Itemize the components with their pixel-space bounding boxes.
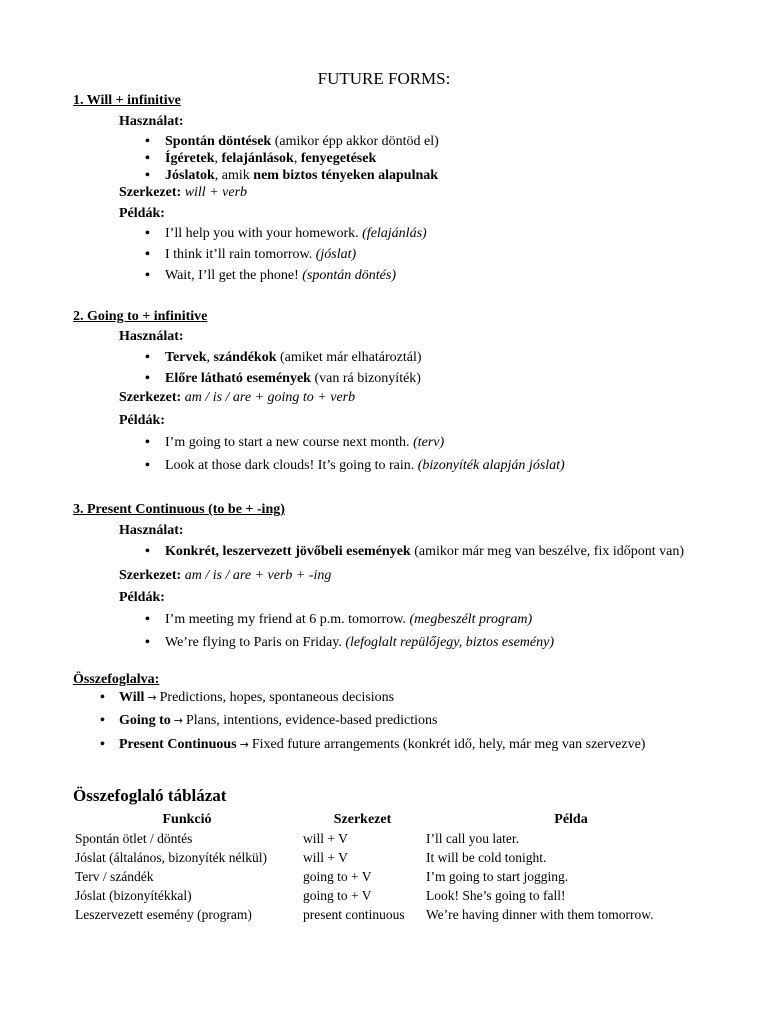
arrow-right-icon: → bbox=[147, 691, 157, 704]
section-2-usage-label: Használat: bbox=[119, 329, 184, 344]
section-1-structure: Szerkezet: will + verb bbox=[119, 185, 248, 200]
list-item: • Ígéretek, felajánlások, fenyegetések bbox=[146, 151, 376, 167]
table-cell: I’ll call you later. bbox=[426, 830, 519, 846]
table-cell: Leszervezett esemény (program) bbox=[75, 906, 252, 922]
table-cell: going to + V bbox=[303, 887, 372, 903]
list-item: • I’ll help you with your homework. (felajánlás) bbox=[146, 226, 427, 242]
table-title: Összefoglaló táblázat bbox=[73, 786, 227, 805]
list-item: • Tervek, szándékok (amiket már elhatároztál) bbox=[146, 350, 422, 366]
table-header-cell: Szerkezet bbox=[333, 811, 392, 827]
table-cell: Spontán ötlet / döntés bbox=[75, 830, 193, 846]
list-item: • I’m going to start a new course next month. (terv) bbox=[146, 435, 444, 451]
table-cell: going to + V bbox=[303, 868, 372, 884]
section-2-structure: Szerkezet: am / is / are + going to + verb bbox=[119, 390, 356, 405]
table-row bbox=[73, 829, 718, 848]
arrow-right-icon: → bbox=[173, 714, 183, 727]
table-cell: will + V bbox=[303, 830, 348, 846]
section-2-heading: 2. Going to + infinitive bbox=[73, 309, 208, 324]
table-header-cell: Funkció bbox=[162, 811, 212, 827]
table-header-row bbox=[73, 810, 718, 829]
list-item: • Jóslatok, amik nem biztos tényeken alapulnak bbox=[146, 168, 438, 184]
section-3-structure: Szerkezet: am / is / are + verb + -ing bbox=[119, 568, 332, 583]
table-header-cell: Példa bbox=[554, 811, 588, 827]
table-cell: will + V bbox=[303, 849, 348, 865]
list-item: • Present Continuous → Fixed future arrangements (konkrét idő, hely, már meg van szervezve) bbox=[100, 737, 645, 753]
table-cell: I’m going to start jogging. bbox=[426, 868, 569, 884]
table-cell: Jóslat (általános, bizonyíték nélkül) bbox=[75, 849, 267, 865]
section-3-usage-label: Használat: bbox=[119, 523, 184, 538]
table-row bbox=[73, 867, 718, 886]
list-item: • Előre látható események (van rá bizonyíték) bbox=[146, 371, 421, 387]
summary-table bbox=[73, 810, 718, 924]
list-item: • We’re flying to Paris on Friday. (lefoglalt repülőjegy, biztos esemény) bbox=[146, 635, 554, 651]
section-1-heading: 1. Will + infinitive bbox=[73, 93, 181, 108]
section-1-examples-label: Példák: bbox=[119, 206, 165, 221]
list-item: • Konkrét, leszervezett jövőbeli események (amikor már meg van beszélve, fix időpont van) bbox=[146, 544, 684, 560]
table-cell: Jóslat (bizonyítékkal) bbox=[75, 887, 192, 903]
section-1-usage-label: Használat: bbox=[119, 114, 184, 129]
page-title: FUTURE FORMS: bbox=[317, 69, 451, 88]
section-3-heading: 3. Present Continuous (to be + -ing) bbox=[73, 502, 285, 517]
section-2-examples-label: Példák: bbox=[119, 413, 165, 428]
list-item: • Will → Predictions, hopes, spontaneous decisions bbox=[100, 690, 394, 706]
table-cell: We’re having dinner with them tomorrow. bbox=[426, 906, 654, 922]
table-cell: present continuous bbox=[303, 906, 405, 922]
list-item: • Spontán döntések (amikor épp akkor döntöd el) bbox=[146, 134, 439, 150]
list-item: • Wait, I’ll get the phone! (spontán döntés) bbox=[146, 268, 396, 284]
table-cell: It will be cold tonight. bbox=[426, 849, 547, 865]
list-item: • I’m meeting my friend at 6 p.m. tomorrow. (megbeszélt program) bbox=[146, 612, 532, 628]
list-item: • I think it’ll rain tomorrow. (jóslat) bbox=[146, 247, 356, 263]
table-row bbox=[73, 848, 718, 867]
section-3-examples-label: Példák: bbox=[119, 590, 165, 605]
list-item: • Going to → Plans, intentions, evidence-based predictions bbox=[100, 713, 438, 729]
table-cell: Look! She’s going to fall! bbox=[426, 887, 566, 903]
summary-heading: Összefoglalva: bbox=[73, 672, 160, 687]
list-item: • Look at those dark clouds! It’s going to rain. (bizonyíték alapján jóslat) bbox=[146, 458, 565, 474]
table-cell: Terv / szándék bbox=[75, 868, 154, 884]
table-row bbox=[73, 905, 718, 924]
table-row bbox=[73, 886, 718, 905]
arrow-right-icon: → bbox=[239, 738, 249, 751]
